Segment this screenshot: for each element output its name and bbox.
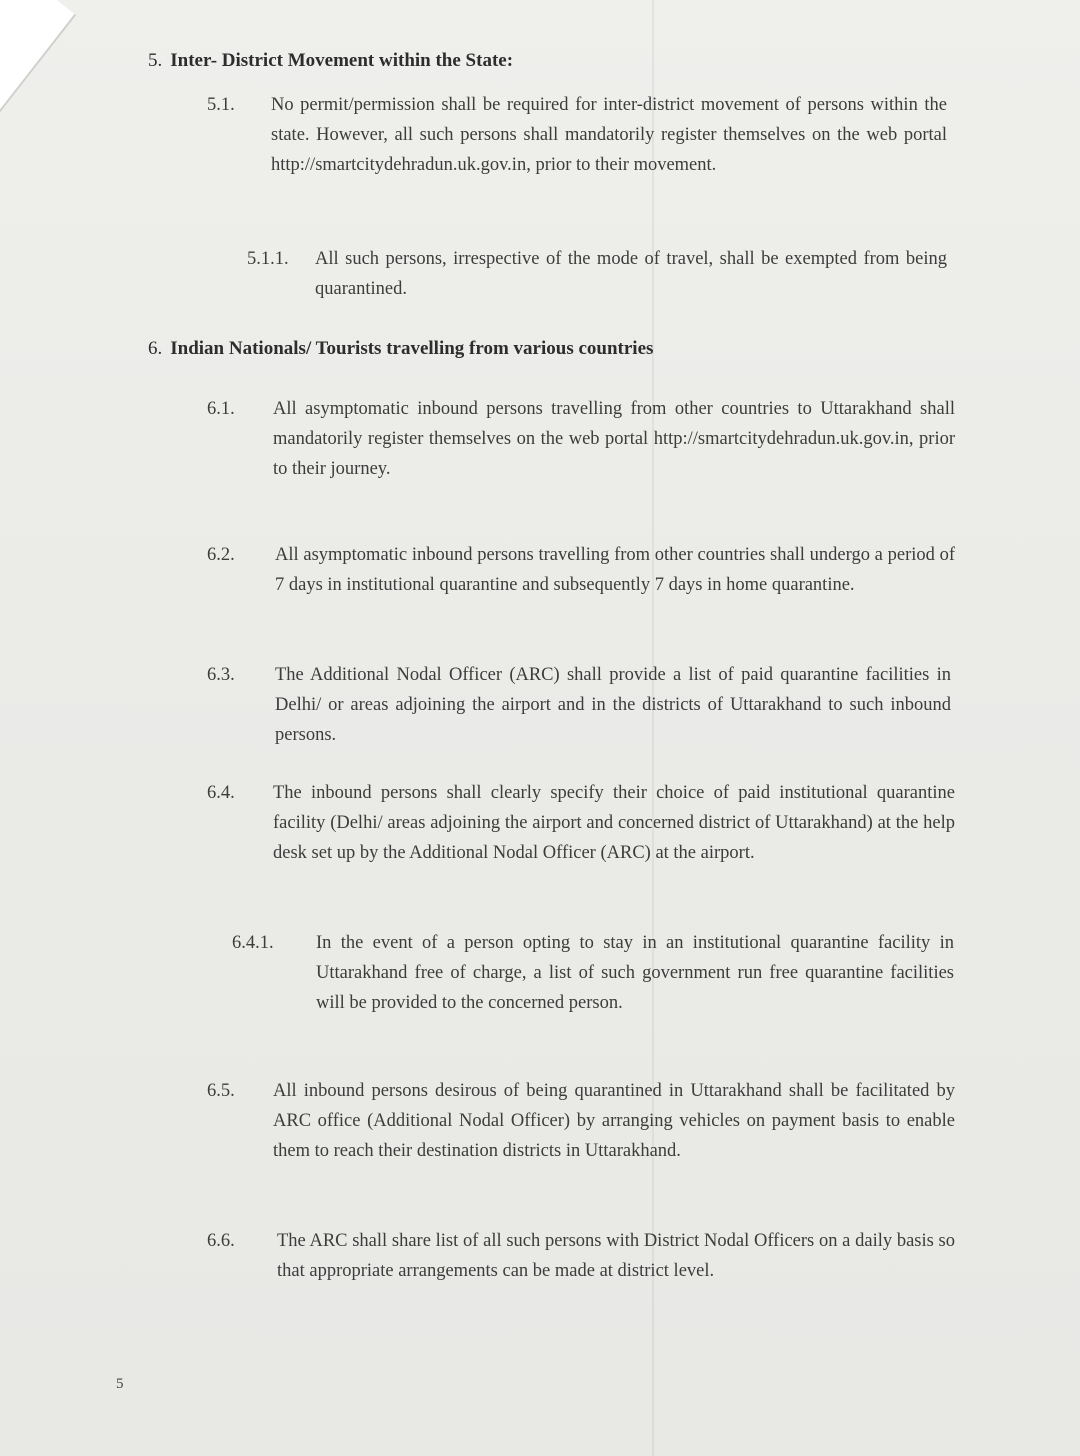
section-title: Indian Nationals/ Tourists travelling from various countries — [170, 338, 654, 359]
paragraph-number: 6.4. — [207, 783, 235, 803]
section-number: 6. — [148, 338, 163, 359]
paragraph-text: All such persons, irrespective of the mode of travel, shall be exempted from being quarantined. — [315, 249, 947, 299]
paragraph-number: 6.1. — [207, 399, 235, 419]
paragraph-text: In the event of a person opting to stay in an institutional quarantine facility in Uttarakhand free of charge, a list of such government run free quarantine facilities will be provided to the concerned person. — [316, 933, 954, 1013]
section-5-heading — [148, 50, 513, 72]
paragraph-number: 6.2. — [207, 545, 235, 565]
paragraph-text: The ARC shall share list of all such persons with District Nodal Officers on a daily basis so that appropriate arrangements can be made at district level. — [277, 1231, 955, 1281]
section-number: 5. — [148, 50, 163, 71]
paragraph-text: The inbound persons shall clearly specify their choice of paid institutional quarantine facility (Delhi/ areas adjoining the airport and concerned district of Uttarakhand) at the help desk set up by the Additional Nodal Officer (ARC) at the airport. — [273, 783, 955, 863]
paragraph-text: No permit/permission shall be required for inter-district movement of persons within the state. However, all such persons shall mandatorily register themselves on the web portal http://smartcitydehradun.uk.gov.in, prior to their movement. — [271, 95, 947, 175]
paragraph-number: 6.6. — [207, 1231, 235, 1251]
paragraph-number: 5.1. — [207, 95, 235, 115]
paragraph-text: All asymptomatic inbound persons travelling from other countries to Uttarakhand shall mandatorily register themselves on the web portal http://smartcitydehradun.uk.gov.in, prior to their journey. — [273, 399, 955, 479]
section-6-heading — [148, 338, 653, 360]
paragraph-number: 5.1.1. — [247, 249, 289, 269]
paragraph-number: 6.4.1. — [232, 933, 274, 953]
paragraph-number: 6.3. — [207, 665, 235, 685]
page-corner-fold — [0, 0, 76, 141]
page-number: 5 — [116, 1376, 124, 1392]
paragraph-text: The Additional Nodal Officer (ARC) shall provide a list of paid quarantine facilities in Delhi/ or areas adjoining the airport and in the districts of Uttarakhand to such inbound persons. — [275, 665, 951, 745]
paragraph-text: All inbound persons desirous of being quarantined in Uttarakhand shall be facilitated by ARC office (Additional Nodal Officer) by arranging vehicles on payment basis to enable them to reach their destination districts in Uttarakhand. — [273, 1081, 955, 1161]
paragraph-number: 6.5. — [207, 1081, 235, 1101]
paragraph-text: All asymptomatic inbound persons travelling from other countries shall undergo a period of 7 days in institutional quarantine and subsequently 7 days in home quarantine. — [275, 545, 955, 595]
section-title: Inter- District Movement within the State: — [170, 50, 514, 71]
